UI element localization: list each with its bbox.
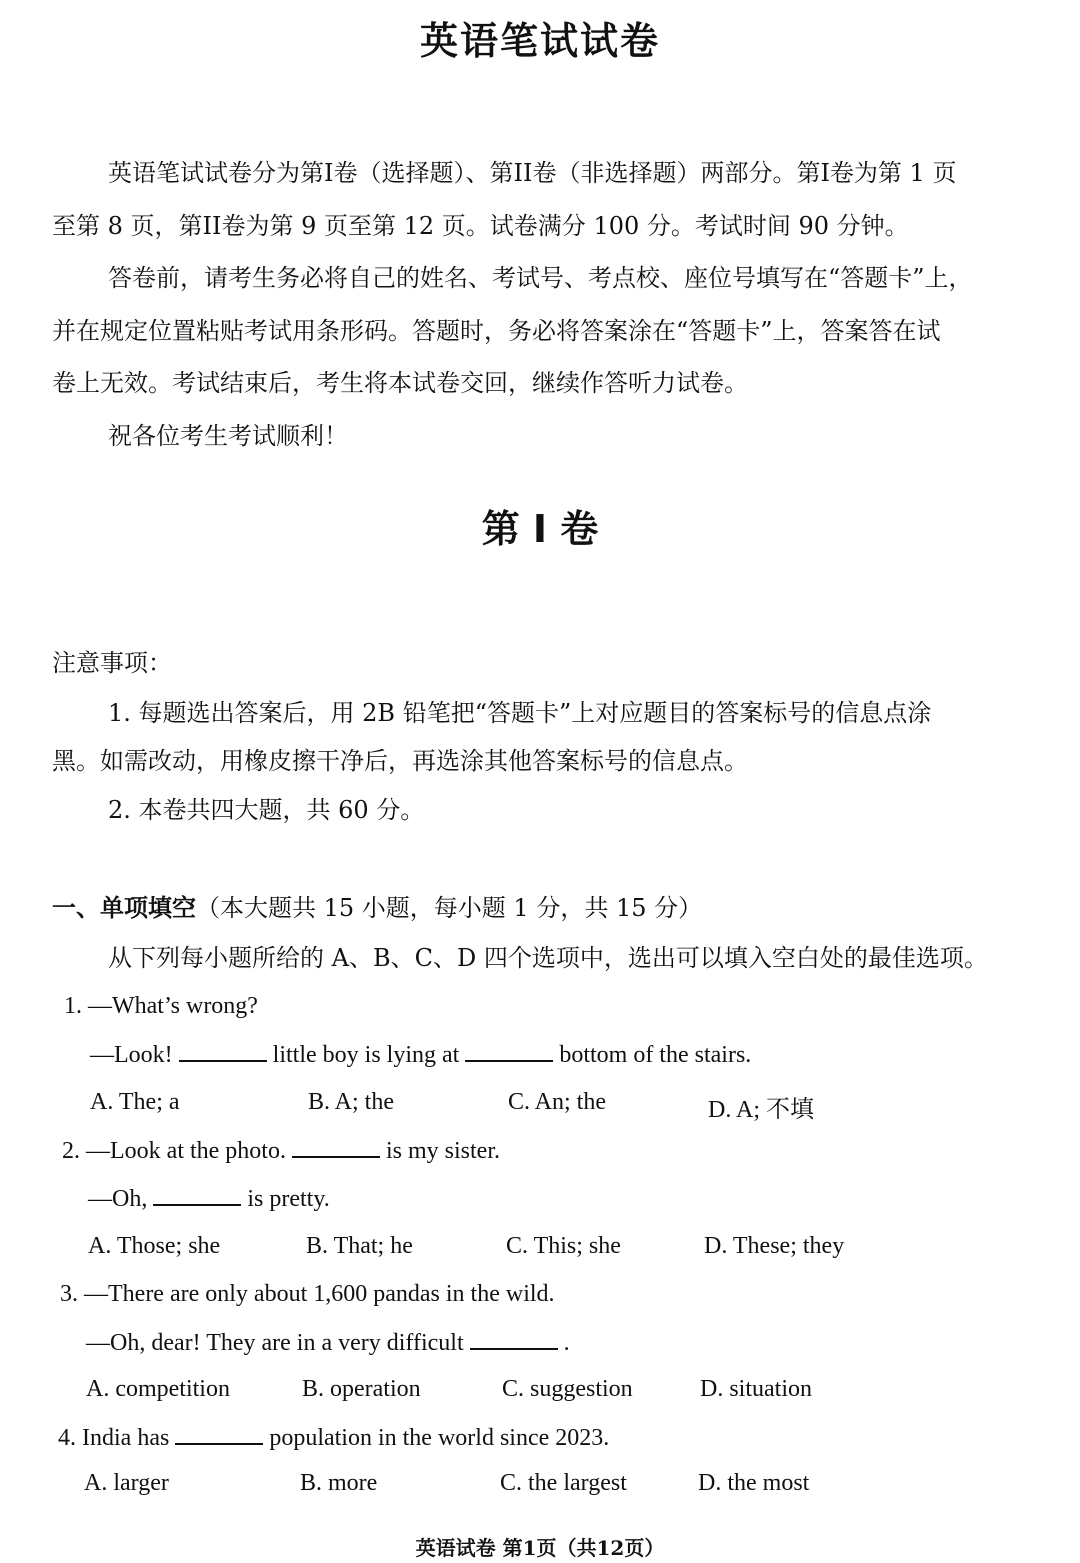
question-text: population in the world since 2023. [269, 1425, 610, 1451]
answer-blank [179, 1040, 267, 1062]
question-text: —Oh, dear! They are in a very difficult [86, 1330, 464, 1356]
question-number: 1. [64, 993, 82, 1019]
notice-line-2: 黑。如需改动，用橡皮擦干净后，再选涂其他答案标号的信息点。 [52, 747, 748, 775]
answer-blank [470, 1328, 558, 1350]
question-4-option-b: B. more [300, 1470, 378, 1496]
question-2-line-2 [88, 1184, 330, 1213]
part-one-note: （本大题共 15 小题，每小题 1 分，共 15 分） [196, 894, 703, 922]
page-footer: 英语试卷 第1页（共12页） [415, 1536, 665, 1560]
question-1-line-1 [64, 993, 258, 1020]
question-text: —There are only about 1,600 pandas in the wild. [84, 1281, 555, 1307]
notice-line-3: 2. 本卷共四大题，共 60 分。 [108, 796, 425, 824]
question-1-option-b: B. A; the [308, 1089, 395, 1115]
intro-line-1: 英语笔试试卷分为第I卷（选择题）、第II卷（非选择题）两部分。第I卷为第 1 页 [108, 159, 957, 187]
part-one-title: 一、单项填空 [52, 893, 196, 922]
question-number: 3. [60, 1281, 78, 1307]
question-2-option-a: A. Those; she [88, 1233, 221, 1259]
question-text: . [563, 1330, 570, 1356]
question-2-option-d: D. These; they [704, 1233, 845, 1259]
question-3-line-1 [60, 1281, 555, 1308]
question-4-line-1 [58, 1423, 609, 1452]
part-one-instruction: 从下列每小题所给的 A、B、C、D 四个选项中，选出可以填入空白处的最佳选项。 [108, 944, 988, 972]
part-one-heading [52, 893, 702, 923]
exam-title: 英语笔试试卷 [419, 19, 660, 63]
answer-blank [292, 1136, 380, 1158]
question-text: is pretty. [247, 1186, 330, 1212]
question-2-line-1 [62, 1136, 500, 1165]
question-number: 2. [62, 1138, 80, 1164]
question-4-option-c: C. the largest [500, 1470, 627, 1496]
question-3-option-d: D. situation [700, 1376, 812, 1402]
question-text: little boy is lying at [272, 1042, 460, 1068]
question-text: bottom of the stairs. [559, 1042, 752, 1068]
question-3-line-2 [86, 1328, 570, 1357]
notice-line-1: 1. 每题选出答案后，用 2B 铅笔把“答题卡”上对应题目的答案标号的信息点涂 [108, 699, 932, 727]
question-text: —What’s wrong? [88, 993, 258, 1019]
question-1-option-a: A. The; a [90, 1089, 180, 1115]
question-1-option-c: C. An; the [508, 1089, 607, 1115]
intro-line-3: 答卷前，请考生务必将自己的姓名、考试号、考点校、座位号填写在“答题卡”上， [108, 264, 973, 292]
question-4-option-d: D. the most [698, 1470, 810, 1496]
intro-line-2: 至第 8 页，第II卷为第 9 页至第 12 页。试卷满分 100 分。考试时间 90 分钟。 [52, 212, 909, 240]
question-text: —Look at the photo. [86, 1138, 286, 1164]
question-text: is my sister. [385, 1138, 500, 1164]
answer-blank [175, 1423, 263, 1445]
intro-line-6: 祝各位考生考试顺利！ [108, 422, 348, 450]
question-1-option-d: D. A; 不填 [708, 1097, 815, 1123]
notice-heading: 注意事项： [52, 649, 172, 677]
question-3-option-a: A. competition [86, 1376, 230, 1402]
answer-blank [465, 1040, 553, 1062]
question-1-line-2 [90, 1040, 751, 1069]
question-text: India has [82, 1425, 170, 1451]
question-3-option-c: C. suggestion [502, 1376, 633, 1402]
question-2-option-b: B. That; he [306, 1233, 413, 1259]
intro-line-4: 并在规定位置粘贴考试用条形码。答题时，务必将答案涂在“答题卡”上，答案答在试 [52, 317, 941, 345]
question-number: 4. [58, 1425, 76, 1451]
section-title: 第 I 卷 [481, 507, 599, 551]
question-text: —Look! [90, 1042, 173, 1068]
intro-line-5: 卷上无效。考试结束后，考生将本试卷交回，继续作答听力试卷。 [52, 369, 748, 397]
answer-blank [153, 1184, 241, 1206]
question-2-option-c: C. This; she [506, 1233, 621, 1259]
question-4-option-a: A. larger [84, 1470, 169, 1496]
question-text: —Oh, [88, 1186, 148, 1212]
question-3-option-b: B. operation [302, 1376, 421, 1402]
